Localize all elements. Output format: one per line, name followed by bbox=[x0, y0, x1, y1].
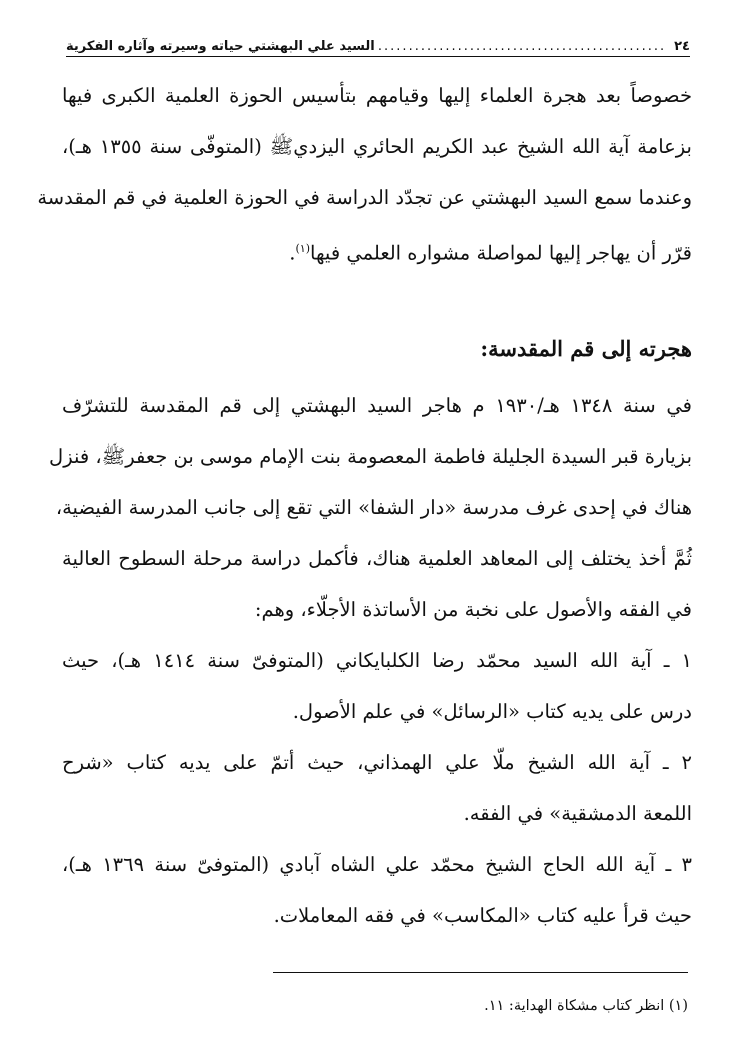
paragraph-line: في الفقه والأصول على نخبة من الأساتذة الأجلّاء، وهم: bbox=[254, 598, 692, 621]
section-heading: هجرته إلى قم المقدسة: bbox=[480, 336, 692, 361]
paragraph-line: هناك في إحدى غرف مدرسة «دار الشفا» التي تقع إلى جانب المدرسة الفيضية، bbox=[55, 496, 692, 519]
footnote-marker: (١) bbox=[295, 242, 310, 255]
list-item-2-line: ٢ ـ آية الله الشيخ ملّا علي الهمذاني، حيث أتمّ على يديه كتاب «شرح bbox=[62, 751, 692, 774]
paragraph-line: بزعامة آية الله الشيخ عبد الكريم الحائري اليزديﷺ (المتوفّى سنة ١٣٥٥ هـ)، bbox=[62, 135, 692, 158]
paragraph-line bbox=[62, 223, 692, 279]
paragraph-1 bbox=[37, 70, 692, 279]
footnote-separator bbox=[273, 972, 688, 973]
paragraph-line: وعندما سمع السيد البهشتي عن تجدّد الدراسة في الحوزة العلمية في قم المقدسة bbox=[37, 186, 692, 209]
paragraph-line: بزيارة قبر السيدة الجليلة فاطمة المعصومة بنت الإمام موسى بن جعفرﷺ، فنزل bbox=[49, 445, 692, 468]
paragraph-line: خصوصاً بعد هجرة العلماء إليها وقيامهم بتأسيس الحوزة العلمية الكبرى فيها bbox=[62, 84, 692, 107]
list-item-3-line: حيث قرأ عليه كتاب «المكاسب» في فقه المعاملات. bbox=[273, 904, 692, 927]
list-item-2-line: اللمعة الدمشقية» في الفقه. bbox=[463, 802, 692, 825]
paragraph-line: في سنة ١٣٤٨ هـ/١٩٣٠ م هاجر السيد البهشتي إلى قم المقدسة للتشرّف bbox=[62, 394, 692, 417]
paragraph-line: ثُمَّ أخذ يختلف إلى المعاهد العلمية هناك، فأكمل دراسة مرحلة السطوح العالية bbox=[62, 547, 692, 570]
header-leader-dots bbox=[379, 39, 666, 54]
line-end-punctuation: . bbox=[289, 241, 296, 265]
list-item-1-line: درس على يديه كتاب «الرسائل» في علم الأصول. bbox=[292, 700, 692, 723]
footnote: (١) انظر كتاب مشكاة الهداية: ١١. bbox=[484, 998, 688, 1014]
list-item-1-line: ١ ـ آية الله السيد محمّد رضا الكلبايكاني (المتوفىّ سنة ١٤١٤ هـ)، حيث bbox=[62, 649, 693, 672]
paragraph-line-text: قرّر أن يهاجر إليها لمواصلة مشواره العلمي فيها bbox=[310, 241, 692, 265]
running-title: السيد علي البهشتي حياته وسيرته وآثاره الفكرية bbox=[66, 39, 375, 54]
running-header bbox=[66, 30, 690, 57]
paragraph-2 bbox=[49, 380, 693, 941]
list-item-3-line: ٣ ـ آية الله الحاج الشيخ محمّد علي الشاه آبادي (المتوفىّ سنة ١٣٦٩ هـ)، bbox=[62, 853, 692, 876]
page-number: ٢٤ bbox=[674, 39, 690, 54]
